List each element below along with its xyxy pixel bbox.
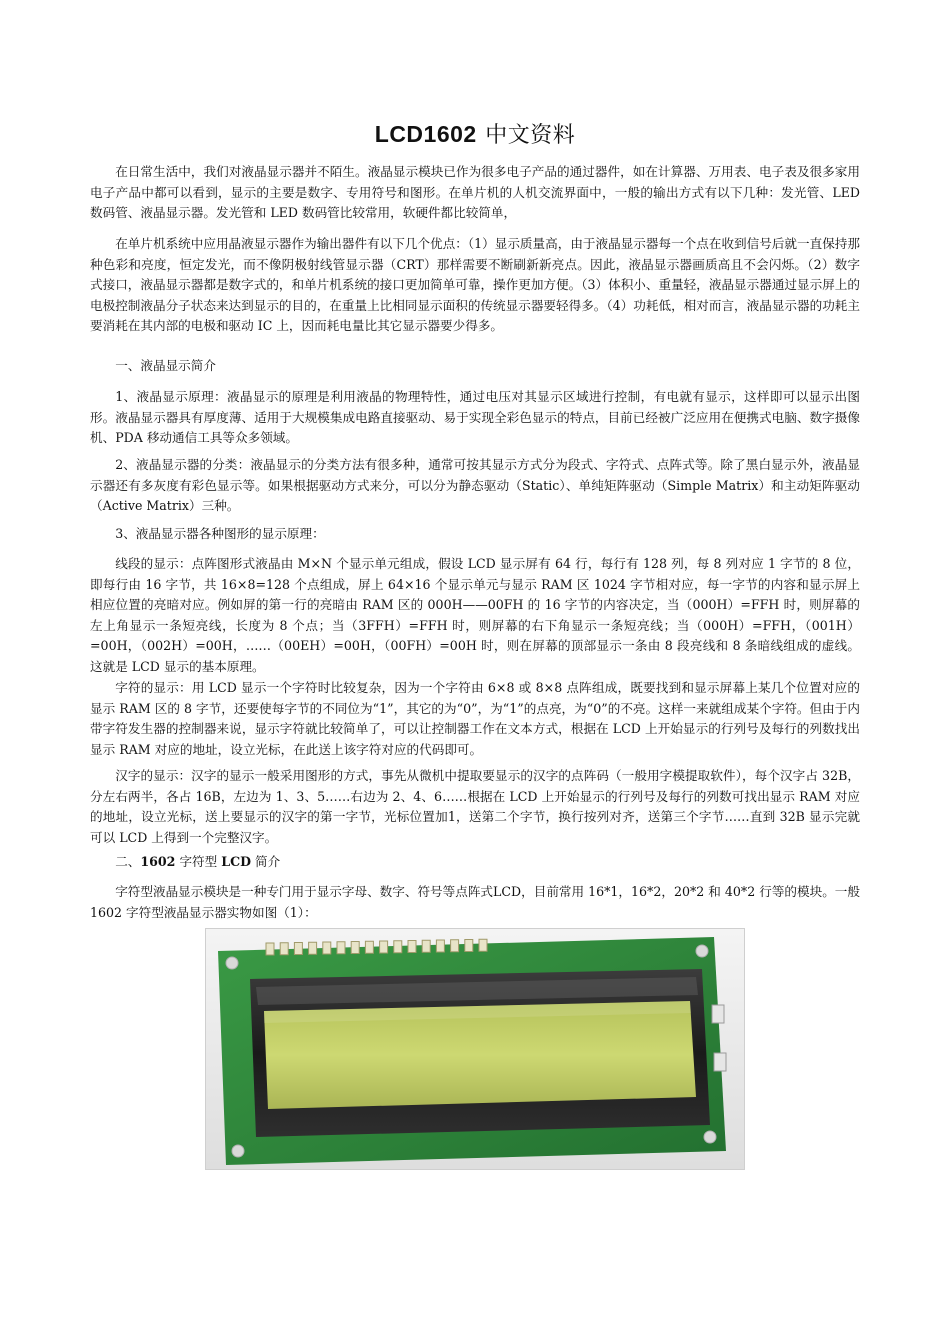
header-pin xyxy=(422,940,430,952)
header-pin xyxy=(280,943,288,955)
paragraph-text: 字符型液晶显示模块是一种专门用于显示字母、数字、符号等点阵式LCD，目前常用 16*1，16*2，20*2 和 40*2 行等的模块。一般 1602 字符型液晶显示器实物如图（1）： xyxy=(90,884,860,920)
paragraph-text: 1、液晶显示原理：液晶显示的原理是利用液晶的物理特性，通过电压对其显示区域进行控制，有电就有显示，这样即可以显示出图形。液晶显示器具有厚度薄、适用于大规模集成电路直接驱动、易于实现全彩色显示的特点，目前已经被广泛应用在便携式电脑、数字摄像机、PDA 移动通信工具等众多领域。 xyxy=(90,389,860,445)
heading-bold-number: 1602 xyxy=(140,854,176,869)
section-heading-2 xyxy=(90,852,860,872)
paragraph-text: 2、液晶显示器的分类：液晶显示的分类方法有很多种，通常可按其显示方式分为段式、字符式、点阵式等。除了黑白显示外，液晶显示器还有多灰度有彩色显示等。如果根据驱动方式来分，可以分为静态驱动（Static）、单纯矩阵驱动（Simple Matrix）和主动矩阵驱动（Active Matrix）三种。 xyxy=(90,457,860,513)
header-pin xyxy=(323,942,331,954)
header-pin xyxy=(436,940,444,952)
header-pin xyxy=(394,941,402,953)
header-pin xyxy=(451,940,459,952)
header-pin xyxy=(294,943,302,955)
header-pin xyxy=(465,940,473,952)
paragraph-char-display xyxy=(90,678,860,760)
title-suffix: 中文资料 xyxy=(485,123,576,148)
paragraph-line-display xyxy=(90,554,860,677)
lcd-module-illustration xyxy=(206,929,744,1169)
paragraph-text: 在单片机系统中应用晶液显示器作为输出器件有以下几个优点：（1）显示质量高，由于液晶显示器每一个点在收到信号后就一直保持那种色彩和亮度，恒定发光，而不像阴极射线管显示器（CRT）那样需要不断刷新新亮点。因此，液晶显示器画质高且不会闪烁。（2）数字式接口，液晶显示器都是数字式的，和单片机系统的接口更加简单可靠，操作更加方便。（3）体积小、重量轻，液晶显示器通过显示屏上的电极控制液晶分子状态来达到显示的目的，在重量上比相同显示面积的传统显示器要轻得多。（4）功耗低，相对而言，液晶显示器的功耗主要消耗在其内部的电极和驱动 IC 上，因而耗电量比其它显示器要少得多。 xyxy=(90,236,860,333)
section-heading-1 xyxy=(90,356,860,376)
paragraph-text: 3、液晶显示器各种图形的显示原理： xyxy=(115,526,325,541)
header-pin xyxy=(337,942,345,954)
heading-mid: 字符型 xyxy=(175,854,222,869)
heading-text: 一、液晶显示简介 xyxy=(115,358,216,373)
header-pin xyxy=(309,942,317,954)
header-pin xyxy=(380,941,388,953)
paragraph-classification xyxy=(90,455,860,517)
paragraph-intro xyxy=(90,162,860,224)
header-pin xyxy=(365,941,373,953)
paragraph-graphics-heading xyxy=(90,524,860,545)
heading-suffix: 简介 xyxy=(251,854,281,869)
header-pin xyxy=(408,941,416,953)
paragraph-hanzi-display xyxy=(90,766,860,848)
paragraph-text: 字符的显示：用 LCD 显示一个字符时比较复杂，因为一个字符由 6×8 或 8×8 点阵组成，既要找到和显示屏幕上某几个位置对应的显示 RAM 区的 8 字节，还要使每字节的不同位为“1”，其它的为“0”，为“1”的点亮，为“0”的不亮。这样一来就组成某个字符。但由于内带字符发生器的控制器来说，显示字符就比较简单了，可以让控制器工作在文本方式，根据在 LCD 上开始显示的行列号及每行的列数找出显示 RAM 对应的地址，设立光标，在此送上该字符对应的代码即可。 xyxy=(90,680,860,757)
header-pin xyxy=(266,943,274,955)
page-title xyxy=(0,118,950,149)
title-prefix: LCD1602 xyxy=(374,121,477,147)
header-pin xyxy=(479,939,487,951)
paragraph-advantages xyxy=(90,234,860,337)
paragraph-text: 汉字的显示：汉字的显示一般采用图形的方式，事先从微机中提取要显示的汉字的点阵码（一般用字模提取软件），每个汉字占 32B，分左右两半，各占 16B，左边为 1、3、5……右边为 2、4、6……根据在 LCD 上开始显示的行列号及每行的列数可找出显示 RAM 对应的地址，设立光标，送上要显示的汉字的第一字节，光标位置加1，送第二个字节，换行按列对齐，送第三个字节……直到 32B 显示完就可以 LCD 上得到一个完整汉字。 xyxy=(90,768,860,845)
heading-text xyxy=(90,852,860,872)
paragraph-text: 在日常生活中，我们对液晶显示器并不陌生。液晶显示模块已作为很多电子产品的通过器件，如在计算器、万用表、电子表及很多家用电子产品中都可以看到，显示的主要是数字、专用符号和图形。在单片机的人机交流界面中，一般的输出方式有以下几种：发光管、LED 数码管、液晶显示器。发光管和 LED 数码管比较常用，软硬件都比较简单， xyxy=(90,164,860,220)
paragraph-principle xyxy=(90,387,860,449)
lcd1602-module-photo xyxy=(205,928,745,1170)
paragraph-1602-intro xyxy=(90,882,860,923)
heading-bold-lcd: LCD xyxy=(221,854,252,869)
paragraph-text: 线段的显示：点阵图形式液晶由 M×N 个显示单元组成，假设 LCD 显示屏有 64 行，每行有 128 列，每 8 列对应 1 字节的 8 位，即每行由 16 字节，共 16×8=128 个点组成，屏上 64×16 个显示单元与显示 RAM 区 1024 字节相对应，每一字节的内容和显示屏上相应位置的亮暗对应。例如屏的第一行的亮暗由 RAM 区的 000H——00FH 的 16 字节的内容决定，当（000H）=FFH 时，则屏幕的左上角显示一条短亮线，长度为 8 个点；当（3FFH）=FFH 时，则屏幕的右下角显示一条短亮线；当（000H）=FFH，（001H）=00H，（002H）=00H，……（00EH）=00H，（00FH）=00H 时，则在屏幕的顶部显示一条由 8 段亮线和 8 条暗线组成的虚线。这就是 LCD 显示的基本原理。 xyxy=(90,556,860,674)
heading-prefix: 二、 xyxy=(115,854,141,869)
header-pin xyxy=(351,942,359,954)
